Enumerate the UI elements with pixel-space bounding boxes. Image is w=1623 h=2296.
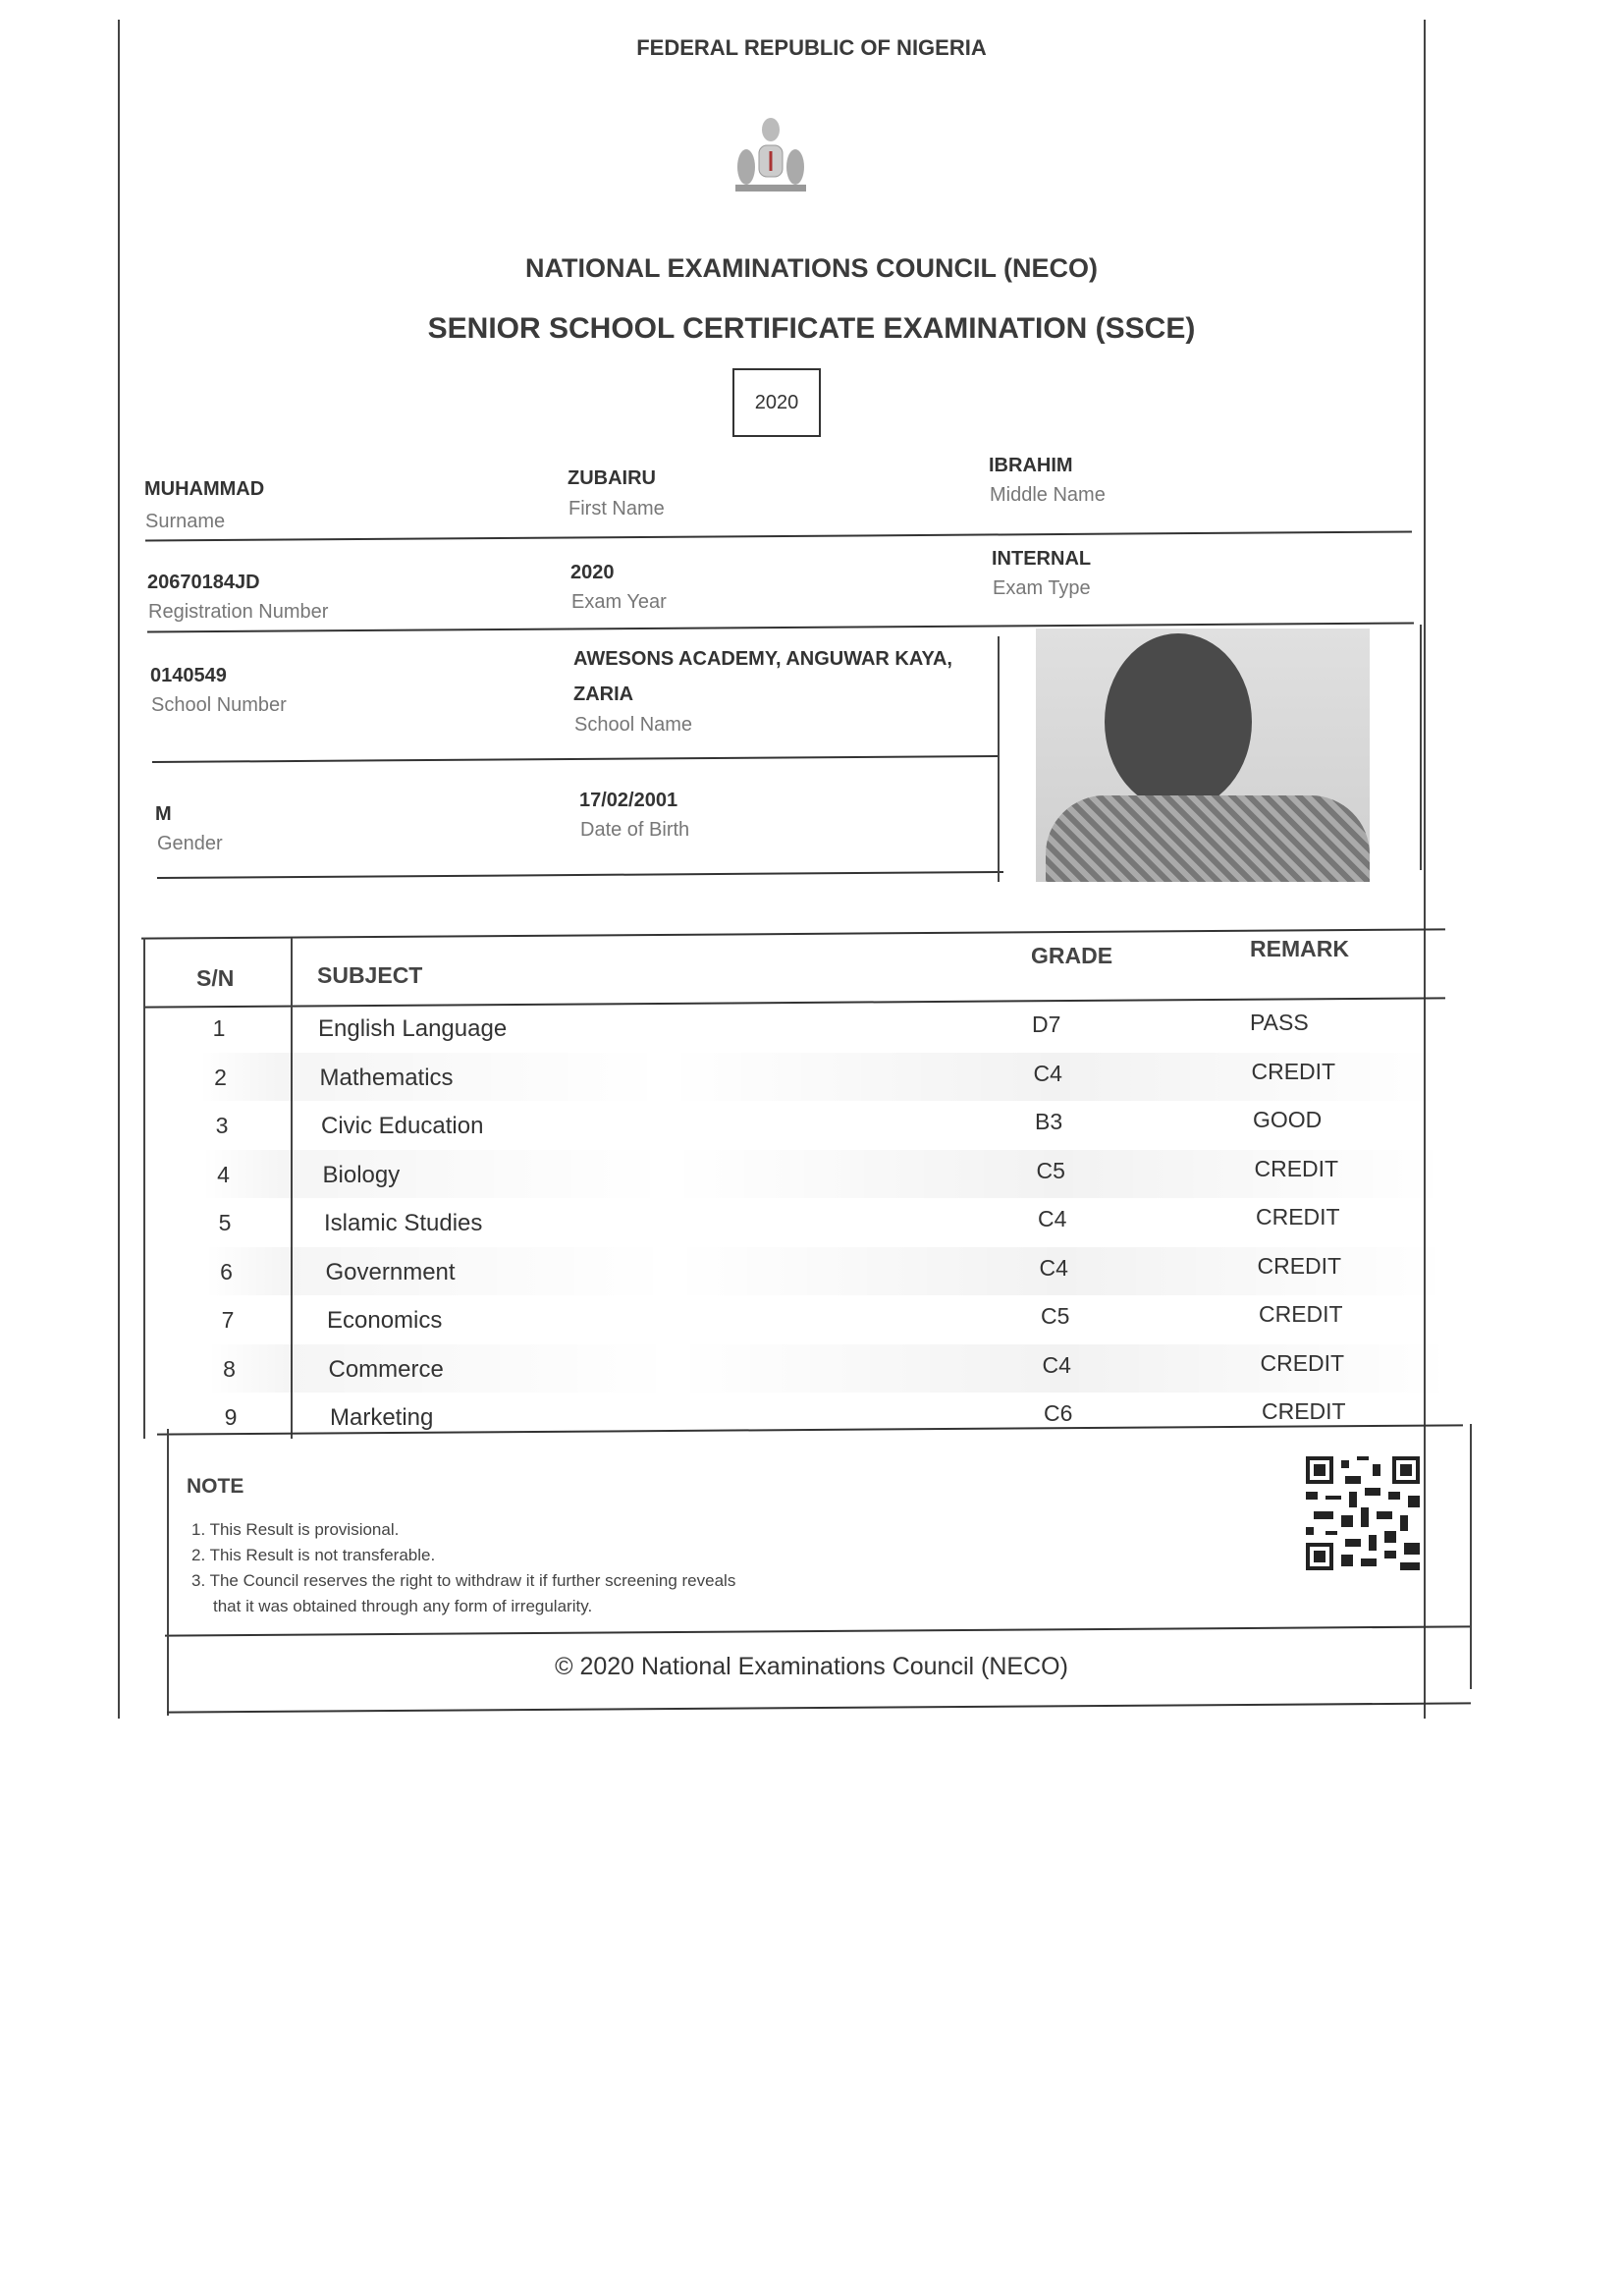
header-subject: SUBJECT <box>317 962 423 988</box>
gender-value: M <box>155 803 172 825</box>
note-title: NOTE <box>187 1475 244 1498</box>
cell-grade: C5 <box>1041 1303 1070 1329</box>
note-item-3-cont: that it was obtained through any form of irregularity. <box>213 1597 593 1615</box>
school-number-value: 0140549 <box>150 665 227 686</box>
exam-year-label: Exam Year <box>571 591 667 613</box>
cell-grade: C4 <box>1038 1206 1067 1231</box>
divider <box>152 755 999 763</box>
cell-subject: Biology <box>322 1161 401 1188</box>
surname-label: Surname <box>145 511 226 532</box>
surname-value: MUHAMMAD <box>144 478 265 500</box>
school-name-label: School Name <box>574 714 693 736</box>
cell-remark: CREDIT <box>1254 1155 1339 1181</box>
cell-remark: CREDIT <box>1262 1398 1346 1424</box>
registration-number-value: 20670184JD <box>147 572 260 593</box>
cell-subject: Islamic Studies <box>324 1210 483 1236</box>
footer-bottom-border <box>167 1702 1471 1713</box>
cell-sn: 4 <box>217 1161 230 1187</box>
photo-divider <box>998 636 1000 882</box>
table-row <box>150 1150 1448 1198</box>
cell-sn: 6 <box>220 1258 233 1285</box>
table-row <box>147 1053 1445 1101</box>
cell-remark: CREDIT <box>1251 1058 1336 1084</box>
middle-name-label: Middle Name <box>990 484 1106 506</box>
cell-grade: C4 <box>1042 1351 1071 1378</box>
exam-type-value: INTERNAL <box>992 548 1092 570</box>
note-item-2: 2. This Result is not transferable. <box>191 1546 436 1564</box>
header-remark: REMARK <box>1250 936 1349 961</box>
table-row <box>145 1004 1443 1052</box>
footer-top-border <box>165 1625 1471 1636</box>
country-title: FEDERAL REPUBLIC OF NIGERIA <box>636 35 987 60</box>
cell-grade: C4 <box>1039 1254 1068 1281</box>
exam-year-value: 2020 <box>570 562 615 583</box>
table-row <box>154 1295 1452 1343</box>
footer-right-border <box>1470 1424 1472 1689</box>
cell-remark: CREDIT <box>1260 1349 1345 1376</box>
first-name-value: ZUBAIRU <box>568 467 656 489</box>
cell-grade: D7 <box>1032 1011 1061 1037</box>
photo-right-border <box>1420 625 1422 870</box>
table-row <box>153 1247 1451 1295</box>
cell-subject: Mathematics <box>319 1064 454 1091</box>
exam-title: SENIOR SCHOOL CERTIFICATE EXAMINATION (SSCE) <box>427 312 1196 345</box>
qr-code-icon <box>1306 1456 1420 1570</box>
cell-sn: 3 <box>215 1113 229 1138</box>
cell-subject: Marketing <box>330 1404 434 1431</box>
divider <box>157 871 1003 879</box>
school-number-label: School Number <box>151 694 287 716</box>
copyright-text: © 2020 National Examinations Council (NECO) <box>555 1653 1068 1680</box>
cell-remark: CREDIT <box>1256 1204 1340 1230</box>
date-of-birth-label: Date of Birth <box>580 819 690 841</box>
council-title: NATIONAL EXAMINATIONS COUNCIL (NECO) <box>525 253 1098 283</box>
gender-label: Gender <box>157 833 223 854</box>
cell-sn: 2 <box>214 1064 227 1090</box>
cell-remark: GOOD <box>1253 1107 1323 1132</box>
cell-grade: C4 <box>1033 1060 1062 1086</box>
cell-sn: 5 <box>218 1210 232 1235</box>
coat-of-arms-icon <box>722 108 820 201</box>
table-row <box>151 1198 1449 1246</box>
table-row <box>148 1101 1446 1149</box>
cell-subject: Government <box>325 1258 456 1285</box>
school-name-value-line2: ZARIA <box>573 683 634 705</box>
exam-type-label: Exam Type <box>993 577 1091 599</box>
cell-sn: 1 <box>212 1015 226 1041</box>
table-row <box>156 1344 1454 1393</box>
note-item-3: 3. The Council reserves the right to withdraw it if further screening reveals <box>191 1571 736 1590</box>
header-sn: S/N <box>196 965 235 991</box>
cell-remark: CREDIT <box>1257 1252 1342 1279</box>
cell-sn: 9 <box>224 1404 238 1430</box>
cell-grade: C5 <box>1036 1157 1065 1183</box>
cell-grade: B3 <box>1035 1109 1063 1134</box>
cell-grade: C6 <box>1044 1400 1073 1426</box>
cell-sn: 7 <box>221 1307 235 1333</box>
date-of-birth-value: 17/02/2001 <box>579 790 678 811</box>
year-box: 2020 <box>732 368 821 437</box>
divider <box>145 530 1412 541</box>
middle-name-value: IBRAHIM <box>989 455 1073 476</box>
cell-subject: English Language <box>318 1015 508 1042</box>
cell-subject: Commerce <box>328 1355 444 1383</box>
header-grade: GRADE <box>1031 943 1113 968</box>
cell-remark: CREDIT <box>1259 1301 1343 1327</box>
first-name-label: First Name <box>568 498 665 519</box>
cell-subject: Economics <box>327 1307 443 1334</box>
candidate-photo <box>1036 629 1370 882</box>
school-name-value-line1: AWESONS ACADEMY, ANGUWAR KAYA, <box>573 648 952 670</box>
registration-number-label: Registration Number <box>148 601 329 623</box>
cell-remark: PASS <box>1250 1010 1309 1035</box>
cell-sn: 8 <box>223 1355 236 1382</box>
cell-subject: Civic Education <box>321 1113 484 1139</box>
note-item-1: 1. This Result is provisional. <box>191 1520 400 1539</box>
